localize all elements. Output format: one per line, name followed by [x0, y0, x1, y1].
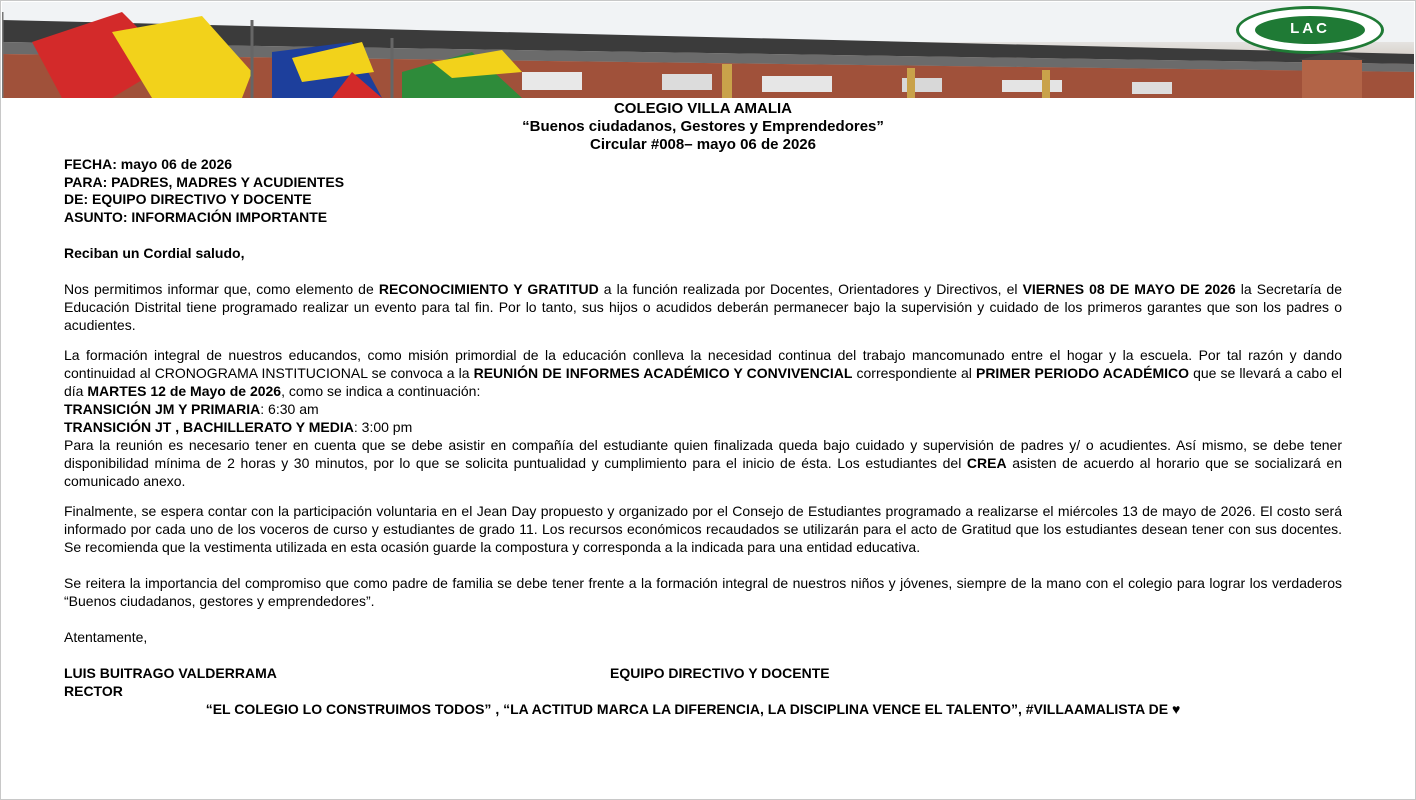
schedule-row: TRANSICIÓN JM Y PRIMARIA: 6:30 am: [64, 401, 319, 417]
schedule-row: TRANSICIÓN JT , BACHILLERATO Y MEDIA: 3:00 pm: [64, 419, 413, 435]
school-motto: “EL COLEGIO LO CONSTRUIMOS TODOS” , “LA ACTITUD MARCA LA DIFERENCIA, LA DISCIPLINA VENCE EL TALENTO”, #VILLAAMALISTA DE ♥: [205, 701, 1181, 717]
paragraph-recognition: Nos permitimos informar que, como elemento de RECONOCIMIENTO Y GRATITUD a la función realizada por Docentes, Orientadores y Directivos, el VIERNES 08 DE MAYO DE 2026 la Secretaría de Educación Distrital tiene programado realizar un evento para tal fin. Por lo tanto, sus hijos o acudidos deberán permanecer bajo la supervisión y cuidado de los primeros garantes que son los padres o acudientes.: [64, 281, 1342, 333]
logo-text: LAC: [1290, 20, 1330, 37]
circular-number: Circular #008– mayo 06 de 2026: [590, 136, 816, 153]
subject-line: ASUNTO: INFORMACIÓN IMPORTANTE: [64, 208, 328, 225]
header-banner: [2, 2, 1414, 98]
circular-document: [64, 100, 1342, 718]
paragraph-requirements: Para la reunión es necesario tener en cuenta que se debe asistir en compañía del estudiante quien finalizada queda bajo cuidado y supervisión de padres y/ o acudientes. Así mismo, se debe tener disponibilidad mínima de 2 horas y 30 minutos, por lo que se solicita puntualidad y cumplimiento para el inicio de ésta. Los estudiantes del CREA asisten de acuerdo al horario que se socializará en comunicado anexo.: [64, 437, 1342, 489]
closing: Atentamente,: [64, 629, 148, 645]
banner-illustration: [2, 2, 1414, 98]
paragraph-meeting: La formación integral de nuestros educandos, como misión primordial de la educación conlleva la necesidad continua del trabajo mancomunado entre el hogar y la escuela. Por tal razón y dando continuidad al CRONOGRAMA INSTITUCIONAL se convoca a la REUNIÓN DE INFORMES ACADÉMICO Y CONVIVENCIAL correspondiente al PRIMER PERIODO ACADÉMICO que se llevará a cabo el día MARTES 12 de Mayo de 2026, como se indica a continuación:: [64, 347, 1342, 399]
school-slogan: “Buenos ciudadanos, Gestores y Emprendedores”: [522, 118, 884, 135]
paragraph-commitment: Se reitera la importancia del compromiso que como padre de familia se debe tener frente a la formación integral de nuestros niños y jóvenes, siempre de la mano con el colegio para lograr los verdaderos “Buenos ciudadanos, gestores y emprendedores”.: [64, 575, 1342, 609]
team-signature: EQUIPO DIRECTIVO Y DOCENTE: [610, 665, 830, 681]
date-line: FECHA: mayo 06 de 2026: [64, 156, 233, 172]
rector-name: LUIS BUITRAGO VALDERRAMA: [64, 665, 277, 681]
signature-block: [64, 664, 1342, 700]
greeting: Reciban un Cordial saludo,: [64, 245, 245, 261]
school-logo: [1236, 6, 1384, 54]
rector-role: RECTOR: [64, 683, 123, 699]
from-line: DE: EQUIPO DIRECTIVO Y DOCENTE: [64, 191, 312, 207]
school-name: COLEGIO VILLA AMALIA: [613, 100, 793, 117]
paragraph-jean-day: Finalmente, se espera contar con la participación voluntaria en el Jean Day propuesto y organizado por el Consejo de Estudiantes programado a realizarse el miércoles 13 de mayo de 2026. El costo será informado por cada uno de los voceros de curso y estudiantes de grado 11. Los recursos económicos recaudados se utilizarán para el acto de Gratitud que los estudiantes desean tener con sus docentes. Se recomienda que la vestimenta utilizada en esta ocasión guarde la compostura y corresponda a la indicada para una entidad educativa.: [64, 503, 1342, 555]
to-line: PARA: PADRES, MADRES Y ACUDIENTES: [64, 173, 345, 190]
memo-header: [64, 156, 1342, 226]
